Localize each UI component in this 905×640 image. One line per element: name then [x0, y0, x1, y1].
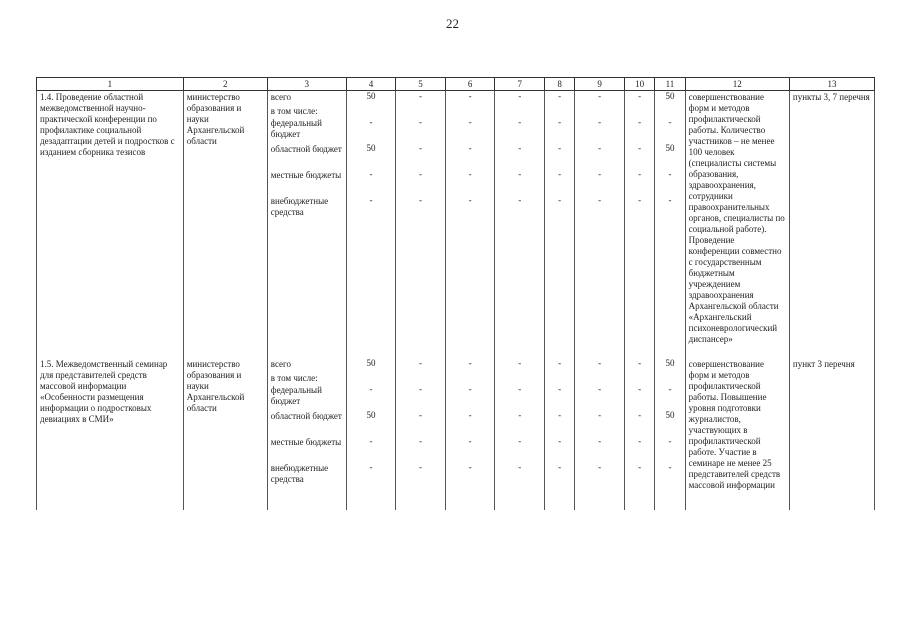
amount-value — [575, 105, 624, 117]
amount-value: - — [468, 117, 472, 127]
result-cell-text: совершенствование форм и методов профилактической работы. Повышение уровня подготовки журналистов, участвующих в профилактической работе. Участие в семинаре не менее 25 представителей средств массовой информации — [688, 359, 781, 490]
amount-value — [625, 105, 654, 117]
amount-value: - — [518, 169, 522, 179]
amount-value — [446, 372, 495, 384]
amount-value: - — [598, 169, 602, 179]
amount-value: - — [518, 143, 522, 153]
amount-value: - — [518, 384, 522, 394]
column-header-4: 4 — [346, 78, 396, 91]
reference-cell — [789, 358, 874, 510]
amount-value: - — [638, 462, 642, 472]
event-cell — [37, 358, 184, 510]
page-number: 22 — [446, 16, 459, 31]
amount-value: - — [468, 143, 472, 153]
funding-source-label: в том числе: — [270, 106, 318, 116]
executor-cell — [183, 358, 267, 510]
row-spacer — [37, 346, 875, 358]
amount-cell-col-10 — [624, 358, 654, 510]
amount-cell-col-11 — [655, 358, 685, 510]
amount-value — [396, 105, 445, 117]
amount-value: 50 — [665, 91, 675, 101]
amount-value — [396, 372, 445, 384]
event-cell — [37, 91, 184, 347]
spacer-cell — [183, 346, 267, 358]
amount-value: - — [598, 462, 602, 472]
amount-value — [545, 105, 574, 117]
executor-cell-text: министерство образования и науки Архангельской области — [186, 359, 245, 413]
amount-value: 50 — [366, 91, 376, 101]
column-header-12: 12 — [685, 78, 789, 91]
amount-cell-col-10 — [624, 91, 654, 347]
amount-cell-col-7 — [495, 91, 545, 347]
amount-value: 50 — [665, 358, 675, 368]
spacer-cell — [346, 346, 396, 358]
amount-value: - — [598, 91, 602, 101]
amount-value — [545, 372, 574, 384]
funding-source-cell — [267, 358, 346, 510]
amount-value: - — [558, 169, 562, 179]
amount-value: - — [558, 143, 562, 153]
amount-value: - — [638, 436, 642, 446]
amount-value: - — [419, 143, 423, 153]
amount-value: - — [668, 384, 672, 394]
amount-cell-col-4 — [346, 91, 396, 347]
amount-value: - — [419, 91, 423, 101]
amount-value: - — [668, 462, 672, 472]
amount-value: - — [419, 436, 423, 446]
amount-value: - — [638, 384, 642, 394]
amount-value: - — [598, 117, 602, 127]
event-cell-text: 1.5. Межведомственный семинар для представителей средств массовой информации «Особенности размещения информации о подростковых девиациях в СМИ» — [40, 359, 168, 424]
result-cell-text: совершенствование форм и методов профилактической работы. Количество участников – не менее 100 человек (специалисты системы образования, здравоохранения, сотрудники правоохранительных органов, специалисты по социальной работе). Проведение конференции совместно с государственным бюджетным учреждением здравоохранения Архангельской области «Архангельский психоневрологический диспансер» — [688, 92, 785, 344]
funding-source-cell — [267, 91, 346, 347]
reference-cell-text: пункт 3 перечня — [792, 359, 855, 369]
amount-value: - — [668, 436, 672, 446]
amount-value: - — [419, 384, 423, 394]
amount-cell-col-9 — [575, 358, 625, 510]
amount-value: - — [638, 169, 642, 179]
amount-value: - — [638, 117, 642, 127]
amount-value: - — [638, 410, 642, 420]
amount-value: - — [638, 195, 642, 205]
spacer-cell — [655, 346, 685, 358]
amount-value: - — [598, 195, 602, 205]
funding-source-label: внебюджетные средства — [270, 463, 329, 484]
column-header-5: 5 — [396, 78, 446, 91]
spacer-cell — [495, 346, 545, 358]
result-cell — [685, 91, 789, 347]
amount-value: - — [369, 436, 373, 446]
column-header-3: 3 — [267, 78, 346, 91]
amount-value: - — [369, 195, 373, 205]
amount-cell-col-8 — [545, 91, 575, 347]
executor-cell-text: министерство образования и науки Архангельской области — [186, 92, 245, 146]
amount-value: - — [558, 410, 562, 420]
column-header-8: 8 — [545, 78, 575, 91]
funding-source-label: местные бюджеты — [270, 170, 342, 180]
spacer-cell — [445, 346, 495, 358]
spacer-cell — [789, 346, 874, 358]
funding-source-label: федеральный бюджет — [270, 118, 322, 139]
funding-source-label: областной бюджет — [270, 144, 342, 154]
amount-value: 50 — [366, 410, 376, 420]
column-header-1: 1 — [37, 78, 184, 91]
amount-value: - — [518, 117, 522, 127]
column-header-13: 13 — [789, 78, 874, 91]
funding-source-label: в том числе: — [270, 373, 318, 383]
amount-value: - — [518, 436, 522, 446]
spacer-cell — [624, 346, 654, 358]
amount-value — [347, 105, 396, 117]
amount-value: - — [468, 195, 472, 205]
amount-value — [495, 105, 544, 117]
result-cell — [685, 358, 789, 510]
column-header-6: 6 — [445, 78, 495, 91]
spacer-cell — [37, 346, 184, 358]
table-row — [37, 358, 875, 510]
amount-value: - — [518, 410, 522, 420]
amount-cell-col-5 — [396, 358, 446, 510]
amount-value: - — [468, 91, 472, 101]
amount-value: - — [419, 117, 423, 127]
amount-value: - — [638, 358, 642, 368]
amount-value — [575, 372, 624, 384]
amount-value: - — [558, 436, 562, 446]
amount-value: - — [419, 169, 423, 179]
amount-cell-col-9 — [575, 91, 625, 347]
amount-value: - — [598, 436, 602, 446]
amount-value: - — [668, 195, 672, 205]
program-table — [36, 77, 875, 510]
amount-value: 50 — [665, 410, 675, 420]
funding-source-label: местные бюджеты — [270, 437, 342, 447]
spacer-cell — [396, 346, 446, 358]
amount-value: - — [638, 143, 642, 153]
funding-source-label: всего — [270, 92, 292, 102]
amount-cell-col-11 — [655, 91, 685, 347]
amount-value: - — [558, 195, 562, 205]
header-row — [37, 78, 875, 91]
amount-value: - — [518, 195, 522, 205]
reference-cell — [789, 91, 874, 347]
amount-value: - — [598, 384, 602, 394]
executor-cell — [183, 91, 267, 347]
amount-value: - — [419, 358, 423, 368]
funding-source-label: федеральный бюджет — [270, 385, 322, 406]
amount-value: 50 — [366, 143, 376, 153]
amount-value: - — [558, 462, 562, 472]
amount-value: - — [598, 358, 602, 368]
amount-value: - — [668, 169, 672, 179]
amount-value: - — [558, 91, 562, 101]
amount-value: - — [668, 117, 672, 127]
reference-cell-text: пункты 3, 7 перечня — [792, 92, 870, 102]
amount-cell-col-6 — [445, 91, 495, 347]
funding-source-label: всего — [270, 359, 292, 369]
amount-value: - — [598, 143, 602, 153]
amount-value: - — [369, 169, 373, 179]
amount-value: - — [558, 384, 562, 394]
spacer-cell — [545, 346, 575, 358]
amount-value: - — [468, 384, 472, 394]
amount-value: - — [468, 436, 472, 446]
column-header-11: 11 — [655, 78, 685, 91]
amount-cell-col-6 — [445, 358, 495, 510]
column-header-2: 2 — [183, 78, 267, 91]
amount-value: - — [518, 91, 522, 101]
amount-value — [655, 105, 684, 117]
amount-value — [495, 372, 544, 384]
amount-value — [446, 105, 495, 117]
amount-cell-col-4 — [346, 358, 396, 510]
amount-value: - — [468, 462, 472, 472]
amount-value: - — [419, 462, 423, 472]
amount-value: - — [468, 410, 472, 420]
table-row — [37, 91, 875, 347]
amount-value: - — [468, 169, 472, 179]
spacer-cell — [267, 346, 346, 358]
amount-value: - — [369, 462, 373, 472]
column-header-9: 9 — [575, 78, 625, 91]
amount-value: - — [369, 117, 373, 127]
column-header-10: 10 — [624, 78, 654, 91]
spacer-cell — [575, 346, 625, 358]
amount-value: 50 — [366, 358, 376, 368]
amount-value: - — [419, 410, 423, 420]
amount-cell-col-5 — [396, 91, 446, 347]
amount-value: - — [638, 91, 642, 101]
spacer-cell — [685, 346, 789, 358]
amount-value: 50 — [665, 143, 675, 153]
event-cell-text: 1.4. Проведение областной межведомственной научно-практической конференции по профилактике социальной дезадаптации детей и подростков с изданием сборника тезисов — [40, 92, 175, 157]
amount-value: - — [518, 358, 522, 368]
amount-value: - — [369, 384, 373, 394]
amount-value — [347, 372, 396, 384]
amount-cell-col-7 — [495, 358, 545, 510]
amount-value: - — [419, 195, 423, 205]
amount-value: - — [598, 410, 602, 420]
column-header-7: 7 — [495, 78, 545, 91]
funding-source-label: внебюджетные средства — [270, 196, 329, 217]
funding-source-label: областной бюджет — [270, 411, 342, 421]
amount-value — [625, 372, 654, 384]
amount-cell-col-8 — [545, 358, 575, 510]
amount-value: - — [468, 358, 472, 368]
amount-value: - — [558, 358, 562, 368]
amount-value: - — [558, 117, 562, 127]
amount-value: - — [518, 462, 522, 472]
amount-value — [655, 372, 684, 384]
